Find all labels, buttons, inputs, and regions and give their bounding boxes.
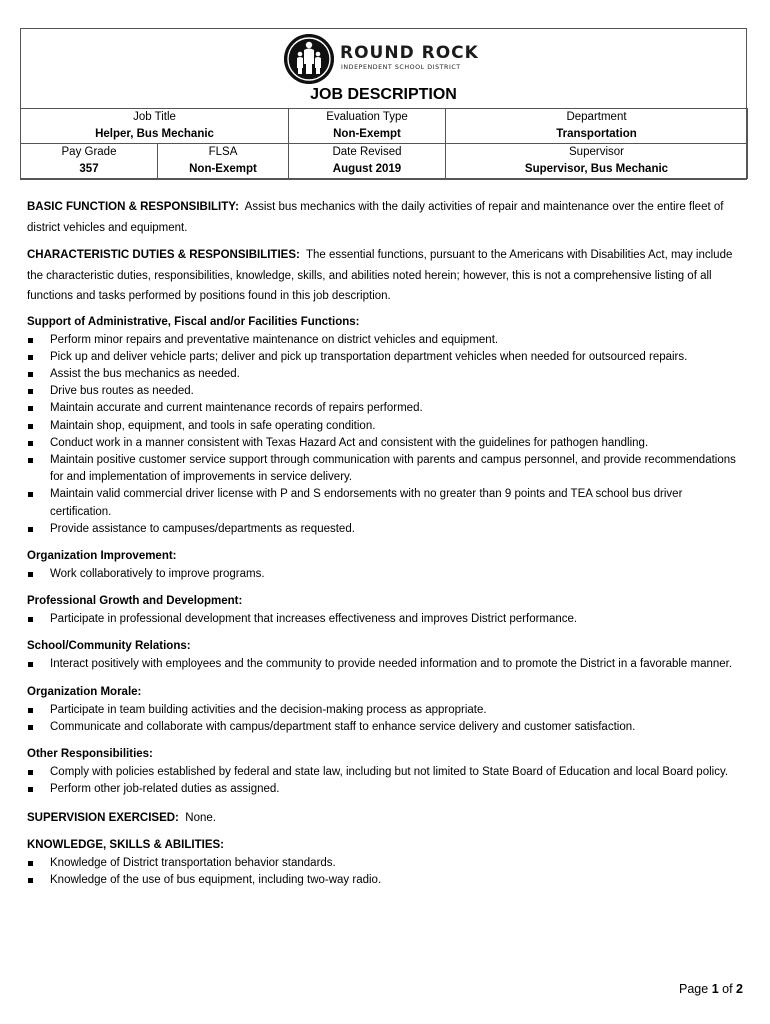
list-item: Maintain valid commercial driver license with P and S endorsements with no greater than 9 points and TEA school bus driver certification.	[27, 486, 737, 520]
section-heading: School/Community Relations:	[27, 640, 191, 653]
district-emblem-icon	[284, 34, 334, 84]
supervision-label: SUPERVISION EXERCISED:	[27, 812, 179, 825]
list-item: Pick up and deliver vehicle parts; deliver and pick up transportation department vehicles when needed for outsourced repairs.	[27, 349, 737, 366]
duty-sections	[27, 314, 737, 799]
total-pages: 2	[736, 982, 743, 996]
list-item: Provide assistance to campuses/departments as requested.	[27, 521, 737, 538]
evaluation-type-label: Evaluation Type	[326, 111, 408, 123]
basic-function	[27, 197, 737, 238]
section-list	[27, 566, 737, 583]
section-list	[27, 764, 737, 798]
date-revised-value: August 2019	[332, 163, 402, 175]
district-logo	[284, 34, 494, 90]
list-item: Comply with policies established by federal and state law, including but not limited to State Board of Education and local Board policy.	[27, 764, 737, 781]
flsa-value: Non-Exempt	[189, 163, 257, 175]
supervisor-label: Supervisor	[569, 146, 624, 158]
date-revised-label: Date Revised	[332, 146, 402, 158]
list-item: Work collaboratively to improve programs.	[27, 566, 737, 583]
list-item: Communicate and collaborate with campus/department staff to enhance service delivery and customer satisfaction.	[27, 719, 737, 736]
duty-section	[27, 548, 737, 583]
ksa-heading: KNOWLEDGE, SKILLS & ABILITIES:	[27, 838, 224, 851]
list-item: Maintain accurate and current maintenance records of repairs performed.	[27, 400, 737, 417]
department-label: Department	[566, 111, 627, 123]
current-page: 1	[711, 982, 719, 996]
section-heading: Organization Improvement:	[27, 549, 177, 562]
list-item: Participate in team building activities and the decision-making process as appropriate.	[27, 702, 737, 719]
duty-section	[27, 593, 737, 628]
section-heading: Support of Administrative, Fiscal and/or Facilities Functions:	[27, 315, 360, 328]
supervision-exercised	[27, 808, 737, 829]
supervisor-value: Supervisor, Bus Mechanic	[524, 163, 669, 175]
pay-grade-cell	[21, 144, 158, 179]
department-cell	[446, 109, 748, 144]
section-heading: Other Responsibilities:	[27, 747, 153, 760]
job-info-table	[20, 108, 748, 179]
district-name: ROUND ROCK	[340, 43, 479, 63]
duty-section	[27, 314, 737, 538]
characteristic-duties	[27, 245, 737, 307]
page-title: JOB DESCRIPTION	[310, 86, 457, 103]
pay-grade-label: Pay Grade	[61, 146, 117, 158]
date-revised-cell	[289, 144, 446, 179]
section-list	[27, 332, 737, 538]
of-word: of	[722, 982, 733, 996]
list-item: Conduct work in a manner consistent with Texas Hazard Act and consistent with the guidelines for pathogen handling.	[27, 435, 737, 452]
header-box	[20, 28, 747, 180]
characteristic-duties-text: The essential functions, pursuant to the Americans with Disabilities Act, may include the characteristic duties, responsibilities, knowledge, skills, and abilities noted herein; however, this is not a comprehensive listing of all functions and tasks performed by positions found in this job description.	[27, 249, 733, 302]
basic-function-label: BASIC FUNCTION & RESPONSIBILITY:	[27, 201, 239, 213]
list-item: Participate in professional development that increases effectiveness and improves District performance.	[27, 611, 737, 628]
duty-section	[27, 638, 737, 673]
list-item: Interact positively with employees and the community to provide needed information and to promote the District in a favorable manner.	[27, 656, 737, 673]
list-item: Knowledge of the use of bus equipment, including two-way radio.	[27, 872, 737, 889]
list-item: Maintain positive customer service support through communication with parents and campus personnel, and provide recommendations for and implementation of improvements in service delivery.	[27, 452, 737, 486]
district-subtitle: INDEPENDENT SCHOOL DISTRICT	[341, 64, 461, 71]
evaluation-type-cell	[289, 109, 446, 144]
job-title-value: Helper, Bus Mechanic	[95, 128, 214, 140]
job-title-label: Job Title	[133, 111, 176, 123]
list-item: Perform minor repairs and preventative maintenance on district vehicles and equipment.	[27, 332, 737, 349]
job-title-cell	[21, 109, 289, 144]
supervision-text: None.	[185, 812, 216, 825]
section-heading: Organization Morale:	[27, 685, 142, 698]
flsa-label: FLSA	[208, 146, 238, 158]
list-item: Knowledge of District transportation behavior standards.	[27, 855, 737, 872]
section-list	[27, 656, 737, 673]
section-list	[27, 611, 737, 628]
supervisor-cell	[446, 144, 748, 179]
page-number	[679, 982, 743, 996]
list-item: Maintain shop, equipment, and tools in safe operating condition.	[27, 418, 737, 435]
section-heading: Professional Growth and Development:	[27, 595, 243, 608]
page-word: Page	[679, 982, 709, 996]
ksa-list	[27, 855, 737, 889]
duty-section	[27, 684, 737, 736]
duty-section	[27, 746, 737, 798]
section-list	[27, 702, 737, 736]
department-value: Transportation	[556, 128, 637, 140]
list-item: Drive bus routes as needed.	[27, 383, 737, 400]
pay-grade-value: 357	[79, 163, 99, 175]
characteristic-duties-label: CHARACTERISTIC DUTIES & RESPONSIBILITIES:	[27, 249, 300, 261]
basic-function-text: Assist bus mechanics with the daily activities of repair and maintenance over the entire fleet of district vehicles and equipment.	[27, 201, 724, 234]
list-item: Perform other job-related duties as assigned.	[27, 781, 737, 798]
list-item: Assist the bus mechanics as needed.	[27, 366, 737, 383]
evaluation-type-value: Non-Exempt	[333, 128, 401, 140]
flsa-cell	[158, 144, 289, 179]
job-description-body	[27, 197, 737, 889]
